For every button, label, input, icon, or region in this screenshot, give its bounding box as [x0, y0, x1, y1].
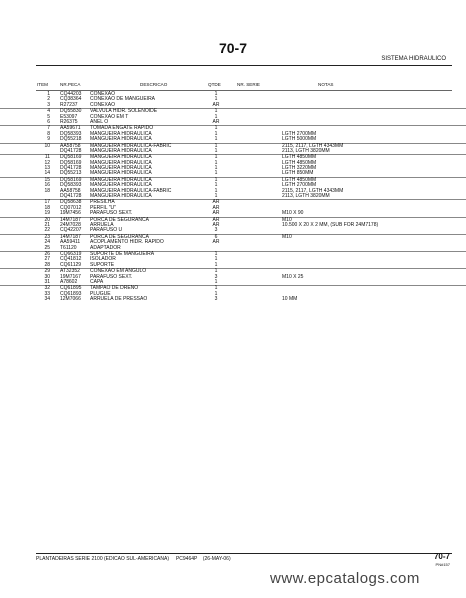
- part-description: MANGUEIRA HIDRAULICA: [90, 130, 152, 137]
- footer-sub-code: PN#157: [435, 562, 450, 567]
- item-number: 27: [44, 256, 50, 263]
- item-number: 24: [44, 239, 50, 246]
- item-number: 23: [44, 233, 50, 240]
- part-description: PARAFUSO SEXT.: [90, 210, 133, 217]
- part-description: ARRUELA: [90, 221, 114, 228]
- part-description: TOMADA ENGATE RAPIDO: [90, 125, 154, 132]
- part-description: ISOLADOR: [90, 256, 116, 263]
- part-quantity: 1: [214, 130, 218, 137]
- item-number: 34: [44, 296, 50, 303]
- part-description: TAMPAO DE DRENO: [90, 285, 139, 292]
- part-number: A78602: [60, 278, 78, 285]
- part-number: R26375: [60, 118, 78, 125]
- part-description: ARRUELA DE PRESSAO: [90, 296, 148, 303]
- column-header-part: NR.PECA: [60, 82, 81, 87]
- part-number: CQ61129: [60, 261, 82, 268]
- part-description: MANGUEIRA HIDRAULICA: [90, 147, 152, 154]
- part-number: CQ61893: [60, 290, 82, 297]
- item-number: 20: [44, 216, 50, 223]
- part-notes: 10 MM: [282, 296, 298, 303]
- item-number: 19: [44, 210, 50, 217]
- part-quantity: AR: [212, 204, 220, 211]
- part-quantity: 1: [214, 285, 218, 292]
- part-description: MANGUEIRA HIDRAULICA-FABRIC: [90, 142, 172, 149]
- top-rule: [36, 65, 452, 66]
- part-number: DQ41728: [60, 193, 82, 200]
- part-description: CONEXAO DE MANGUEIRA: [90, 96, 156, 103]
- part-number: CQ41812: [60, 256, 82, 263]
- part-description: MANGUEIRA HIDRAULICA: [90, 193, 152, 200]
- part-quantity: 1: [214, 96, 218, 103]
- part-quantity: 1: [214, 108, 218, 115]
- part-notes: 2115, 2117, LGTH 4343MM: [282, 187, 344, 194]
- part-notes: LGTH 2700MM: [282, 182, 317, 189]
- part-description: MANGUEIRA HIDRAULICA: [90, 165, 152, 172]
- part-quantity: 1: [214, 170, 218, 177]
- part-notes: LGTH 2700MM: [282, 130, 317, 137]
- part-description: MANGUEIRA HIDRAULICA-FABRIC: [90, 187, 172, 194]
- part-quantity: 1: [214, 142, 218, 149]
- footer-catalog-title: PLANTADEIRAS SERIE 2100 (EDICAO SUL-AMERICANA): [36, 556, 169, 562]
- part-quantity: AR: [212, 210, 220, 217]
- part-quantity: AR: [212, 216, 220, 223]
- column-header-item: ITEM: [37, 82, 48, 87]
- item-number: 14: [44, 170, 50, 177]
- part-description: MANGUEIRA HIDRAULICA: [90, 159, 152, 166]
- part-number: T61120: [60, 244, 77, 251]
- part-number: AA58758: [60, 187, 81, 194]
- part-notes: M10 X 25: [282, 273, 304, 280]
- item-number: 22: [44, 227, 50, 234]
- part-number: CQ66319: [60, 250, 82, 257]
- part-description: CAPA: [90, 278, 104, 285]
- item-number: 6: [47, 118, 50, 125]
- item-number: 4: [47, 108, 50, 115]
- part-quantity: 1: [214, 268, 218, 275]
- part-quantity: AR: [212, 118, 220, 125]
- part-quantity: AR: [212, 221, 220, 228]
- part-description: CONEXAO EM T: [90, 113, 129, 120]
- part-description: MANGUEIRA HIDRAULICA: [90, 182, 152, 189]
- part-quantity: 1: [214, 187, 218, 194]
- part-number: AT32352: [60, 268, 80, 275]
- part-number: 19M7456: [60, 210, 81, 217]
- part-notes: LGTH 4850MM: [282, 159, 317, 166]
- part-number: DQ55218: [60, 136, 82, 143]
- part-number: DQ41728: [60, 165, 82, 172]
- part-notes: LGTH 4850MM: [282, 154, 317, 161]
- part-quantity: AR: [212, 199, 220, 206]
- part-notes: 10.500 X 20 X 2 MM, (SUB FOR 24M7178): [282, 221, 379, 228]
- part-number: R27237: [60, 101, 78, 108]
- item-number: 30: [44, 273, 50, 280]
- item-number: 3: [47, 101, 50, 108]
- part-quantity: 1: [214, 290, 218, 297]
- item-number: 18: [44, 187, 50, 194]
- part-quantity: 1: [214, 147, 218, 154]
- part-quantity: 6: [214, 233, 218, 240]
- part-quantity: AR: [212, 101, 220, 108]
- part-description: PORCA DE SEGURANCA: [90, 233, 149, 240]
- part-number: CQ61895: [60, 285, 82, 292]
- part-description: CONEXAO EM ANGULO: [90, 268, 147, 275]
- part-description: SUPORTE DE MANGUEIRA: [90, 250, 155, 257]
- part-notes: LGTH 850MM: [282, 170, 314, 177]
- part-description: ANEL O: [90, 118, 109, 125]
- item-number: 11: [44, 154, 50, 161]
- item-number: 5: [47, 113, 50, 120]
- item-number: 7: [47, 125, 50, 132]
- footer-page-number: 70-7: [433, 552, 450, 561]
- part-description: MANGUEIRA HIDRAULICA: [90, 136, 152, 143]
- part-quantity: 1: [214, 91, 218, 97]
- part-description: SUPORTE: [90, 261, 115, 268]
- item-number: 26: [44, 250, 50, 257]
- item-number: 17: [44, 199, 50, 206]
- part-number: CQ42207: [60, 227, 82, 234]
- part-quantity: 1: [214, 193, 218, 200]
- item-number: 15: [44, 176, 50, 183]
- part-number: DQ58169: [60, 159, 82, 166]
- part-number: E53097: [60, 113, 78, 120]
- part-quantity: 1: [214, 136, 218, 143]
- part-description: CONEXAO: [90, 101, 116, 108]
- item-number: 10: [44, 142, 50, 149]
- part-number: CQ38364: [60, 96, 82, 103]
- part-number: DQ58169: [60, 176, 82, 183]
- part-description: VALVULA HIDR. SOLENOIDE: [90, 108, 158, 115]
- part-quantity: 1: [214, 182, 218, 189]
- part-quantity: 1: [214, 278, 218, 285]
- part-quantity: 1: [214, 261, 218, 268]
- part-description: PRESILHA: [90, 199, 115, 206]
- part-number: DQ58393: [60, 182, 82, 189]
- part-quantity: 1: [214, 176, 218, 183]
- part-number: 14M7187: [60, 216, 81, 223]
- item-number: 21: [44, 221, 50, 228]
- part-number: DQ41728: [60, 147, 82, 154]
- part-description: MANGUEIRA HIDRAULICA: [90, 154, 152, 161]
- part-number: DQ58169: [60, 154, 82, 161]
- part-quantity: 3: [214, 227, 218, 234]
- part-description: MANGUEIRA HIDRAULICA: [90, 176, 152, 183]
- watermark-text: www.epcatalogs.com: [270, 570, 420, 587]
- part-notes: LGTH 5000MM: [282, 136, 317, 143]
- part-number: AA59411: [60, 239, 81, 246]
- part-notes: M10 X 90: [282, 210, 304, 217]
- part-description: MANGUEIRA HIDRAULICA: [90, 170, 152, 177]
- item-number: 29: [44, 268, 50, 275]
- part-quantity: 1: [214, 125, 218, 132]
- part-notes: 2113, LGTH 3820MM: [282, 193, 330, 200]
- column-header-serial: NR. SERIE: [237, 82, 260, 87]
- part-number: 24M7028: [60, 221, 81, 228]
- part-description: PARAFUSO U: [90, 227, 123, 234]
- footer-catalog-code: PC9464P: [175, 556, 198, 562]
- item-number: 8: [47, 130, 50, 137]
- footer-catalog: [36, 556, 231, 562]
- part-number: AA58758: [60, 142, 81, 149]
- item-number: 2: [47, 96, 50, 103]
- part-description: PARAFUSO SEXT.: [90, 273, 133, 280]
- part-notes: M10: [282, 216, 292, 223]
- part-number: DQ55830: [60, 108, 82, 115]
- column-header-notes: NOTAS: [318, 82, 334, 87]
- table-row: [0, 297, 466, 302]
- part-number: 19M7167: [60, 273, 81, 280]
- part-notes: 2115, 2117, LGTH 4343MM: [282, 142, 344, 149]
- part-notes: M10: [282, 233, 292, 240]
- part-quantity: 1: [214, 159, 218, 166]
- item-number: 12: [44, 159, 50, 166]
- part-notes: 2113, LGTH 3820MM: [282, 147, 330, 154]
- item-number: 9: [47, 136, 50, 143]
- part-quantity: 1: [214, 113, 218, 120]
- part-number: DQ58638: [60, 199, 82, 206]
- part-number: 12M7066: [60, 296, 81, 303]
- part-description: ADAPTADOR: [90, 244, 121, 251]
- part-number: CQ44203: [60, 91, 82, 97]
- part-quantity: 1: [214, 256, 218, 263]
- item-number: 18: [44, 204, 50, 211]
- footer-rule: [36, 553, 452, 554]
- column-header-qty: QTDE: [208, 82, 221, 87]
- item-number: 32: [44, 285, 50, 292]
- part-description: ACOPLAMENTO HIDR. RAPIDO: [90, 239, 164, 246]
- part-number: DQ55213: [60, 170, 82, 177]
- part-quantity: 1: [214, 250, 218, 257]
- item-number: 1: [47, 91, 50, 97]
- part-quantity: 1: [214, 165, 218, 172]
- item-number: 13: [44, 165, 50, 172]
- part-description: PORCA DE SEGURANCA: [90, 216, 149, 223]
- part-quantity: 3: [214, 296, 218, 303]
- part-description: PERFIL "U": [90, 204, 116, 211]
- part-number: 14M7187: [60, 233, 81, 240]
- part-description: PLUGUE: [90, 290, 111, 297]
- part-notes: LGTH 4850MM: [282, 176, 317, 183]
- page-title: 70-7: [218, 40, 248, 56]
- item-number: 25: [44, 244, 50, 251]
- part-notes: LGTH 3220MM: [282, 165, 317, 172]
- part-quantity: 3: [214, 273, 218, 280]
- section-title: SISTEMA HIDRAULICO: [381, 56, 446, 62]
- part-number: AA59671: [60, 125, 81, 132]
- footer-date: (26-MAY-06): [202, 556, 231, 562]
- item-number: 28: [44, 261, 50, 268]
- part-number: CQ07012: [60, 204, 82, 211]
- part-description: CONEXAO: [90, 91, 116, 97]
- parts-table: [0, 92, 466, 302]
- item-number: 33: [44, 290, 50, 297]
- part-number: DQ58393: [60, 130, 82, 137]
- item-number: 16: [44, 182, 50, 189]
- column-header-description: DESCRICAO: [140, 82, 168, 87]
- part-quantity: 1: [214, 154, 218, 161]
- item-number: 31: [44, 278, 50, 285]
- part-quantity: AR: [212, 239, 220, 246]
